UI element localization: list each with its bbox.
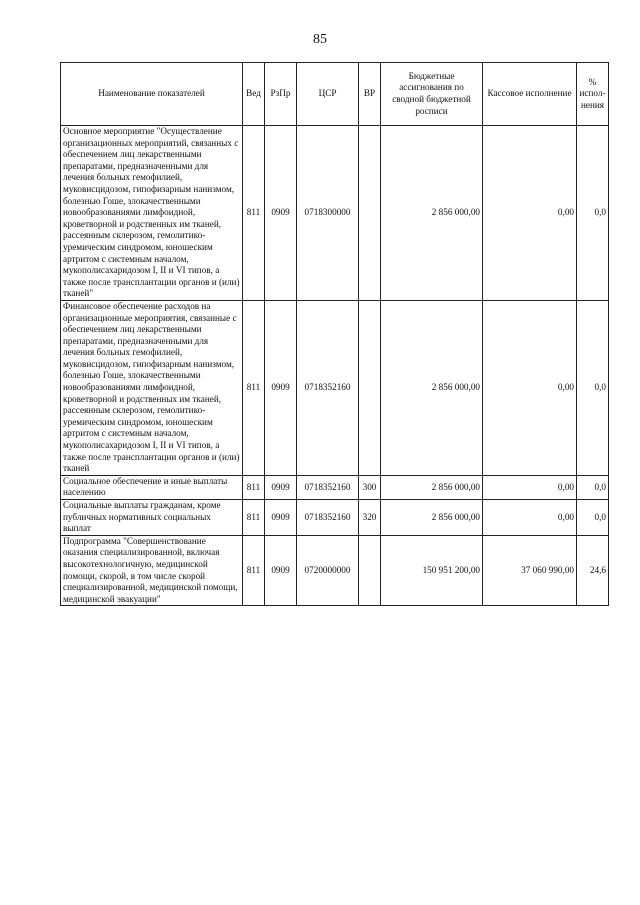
row-name: Основное мероприятие "Осуществление организационных мероприятий, связанных с обеспечением лиц лекарственными препаратами, предназначенными для лечения больных гемофилией, муковисцидозом, гипофизарным нанизмом, болезнью Гоше, злокачественными новообразованиями лимфоидной, кроветворной и родственных им тканей, рассеянным склерозом, гемолитико-уремическим синдромом, юношеским артритом с системным началом, мукополисахаридозом I, II и VI типов, а также после трансплантации органов и (или) тканей" — [61, 126, 243, 301]
row-rzpr: 0909 — [265, 500, 297, 536]
table-row — [61, 535, 609, 606]
row-vr: 320 — [359, 500, 381, 536]
row-percent: 0,0 — [577, 475, 609, 499]
row-ved: 811 — [243, 500, 265, 536]
header-ved: Вед — [243, 63, 265, 126]
row-rzpr: 0909 — [265, 475, 297, 499]
row-percent: 0,0 — [577, 126, 609, 301]
row-vr: 300 — [359, 475, 381, 499]
row-csr: 0718352160 — [297, 500, 359, 536]
row-rzpr: 0909 — [265, 535, 297, 606]
row-cash: 0,00 — [483, 475, 577, 499]
table-row — [61, 500, 609, 536]
row-csr: 0718300000 — [297, 126, 359, 301]
page-number: 85 — [313, 32, 327, 47]
header-percent: % испол-нения — [577, 63, 609, 126]
row-csr: 0720000000 — [297, 535, 359, 606]
row-budget: 2 856 000,00 — [381, 475, 483, 499]
header-vr: ВР — [359, 63, 381, 126]
table-header-row — [61, 63, 609, 126]
row-vr — [359, 300, 381, 475]
row-percent: 0,0 — [577, 500, 609, 536]
row-ved: 811 — [243, 535, 265, 606]
table-row — [61, 475, 609, 499]
row-csr: 0718352160 — [297, 475, 359, 499]
table-row — [61, 126, 609, 301]
row-rzpr: 0909 — [265, 300, 297, 475]
budget-execution-table — [60, 62, 609, 606]
row-budget: 2 856 000,00 — [381, 126, 483, 301]
header-budget: Бюджетные ассигнования по сводной бюджетной росписи — [381, 63, 483, 126]
row-name: Финансовое обеспечение расходов на организационные мероприятия, связанные с обеспечением лиц лекарственными препаратами, предназначенными для лечения больных гемофилией, муковисцидозом, гипофизарным нанизмом, болезнью Гоше, злокачественными новообразованиями лимфоидной, кроветворной и родственных им тканей, рассеянным склерозом, гемолитико-уремическим синдромом, юношеским артритом с системным началом, мукополисахаридозом I, II и VI типов, а также после трансплантации органов и (или) тканей — [61, 300, 243, 475]
row-budget: 150 951 200,00 — [381, 535, 483, 606]
row-cash: 0,00 — [483, 126, 577, 301]
row-budget: 2 856 000,00 — [381, 300, 483, 475]
header-cash: Кассовое исполнение — [483, 63, 577, 126]
header-csr: ЦСР — [297, 63, 359, 126]
row-name: Подпрограмма "Совершенствование оказания специализированной, включая высокотехнологичную, медицинской помощи, скорой, в том числе скорой специализированной, медицинской помощи, медицинской эвакуации" — [61, 535, 243, 606]
row-ved: 811 — [243, 126, 265, 301]
row-csr: 0718352160 — [297, 300, 359, 475]
header-name: Наименование показателей — [61, 63, 243, 126]
row-percent: 0,0 — [577, 300, 609, 475]
row-ved: 811 — [243, 475, 265, 499]
row-vr — [359, 535, 381, 606]
row-ved: 811 — [243, 300, 265, 475]
row-percent: 24,6 — [577, 535, 609, 606]
row-cash: 0,00 — [483, 500, 577, 536]
header-rzpr: РзПр — [265, 63, 297, 126]
row-name: Социальные выплаты гражданам, кроме публичных нормативных социальных выплат — [61, 500, 243, 536]
row-vr — [359, 126, 381, 301]
row-cash: 0,00 — [483, 300, 577, 475]
row-name: Социальное обеспечение и иные выплаты населению — [61, 475, 243, 499]
row-budget: 2 856 000,00 — [381, 500, 483, 536]
row-rzpr: 0909 — [265, 126, 297, 301]
table-row — [61, 300, 609, 475]
row-cash: 37 060 990,00 — [483, 535, 577, 606]
